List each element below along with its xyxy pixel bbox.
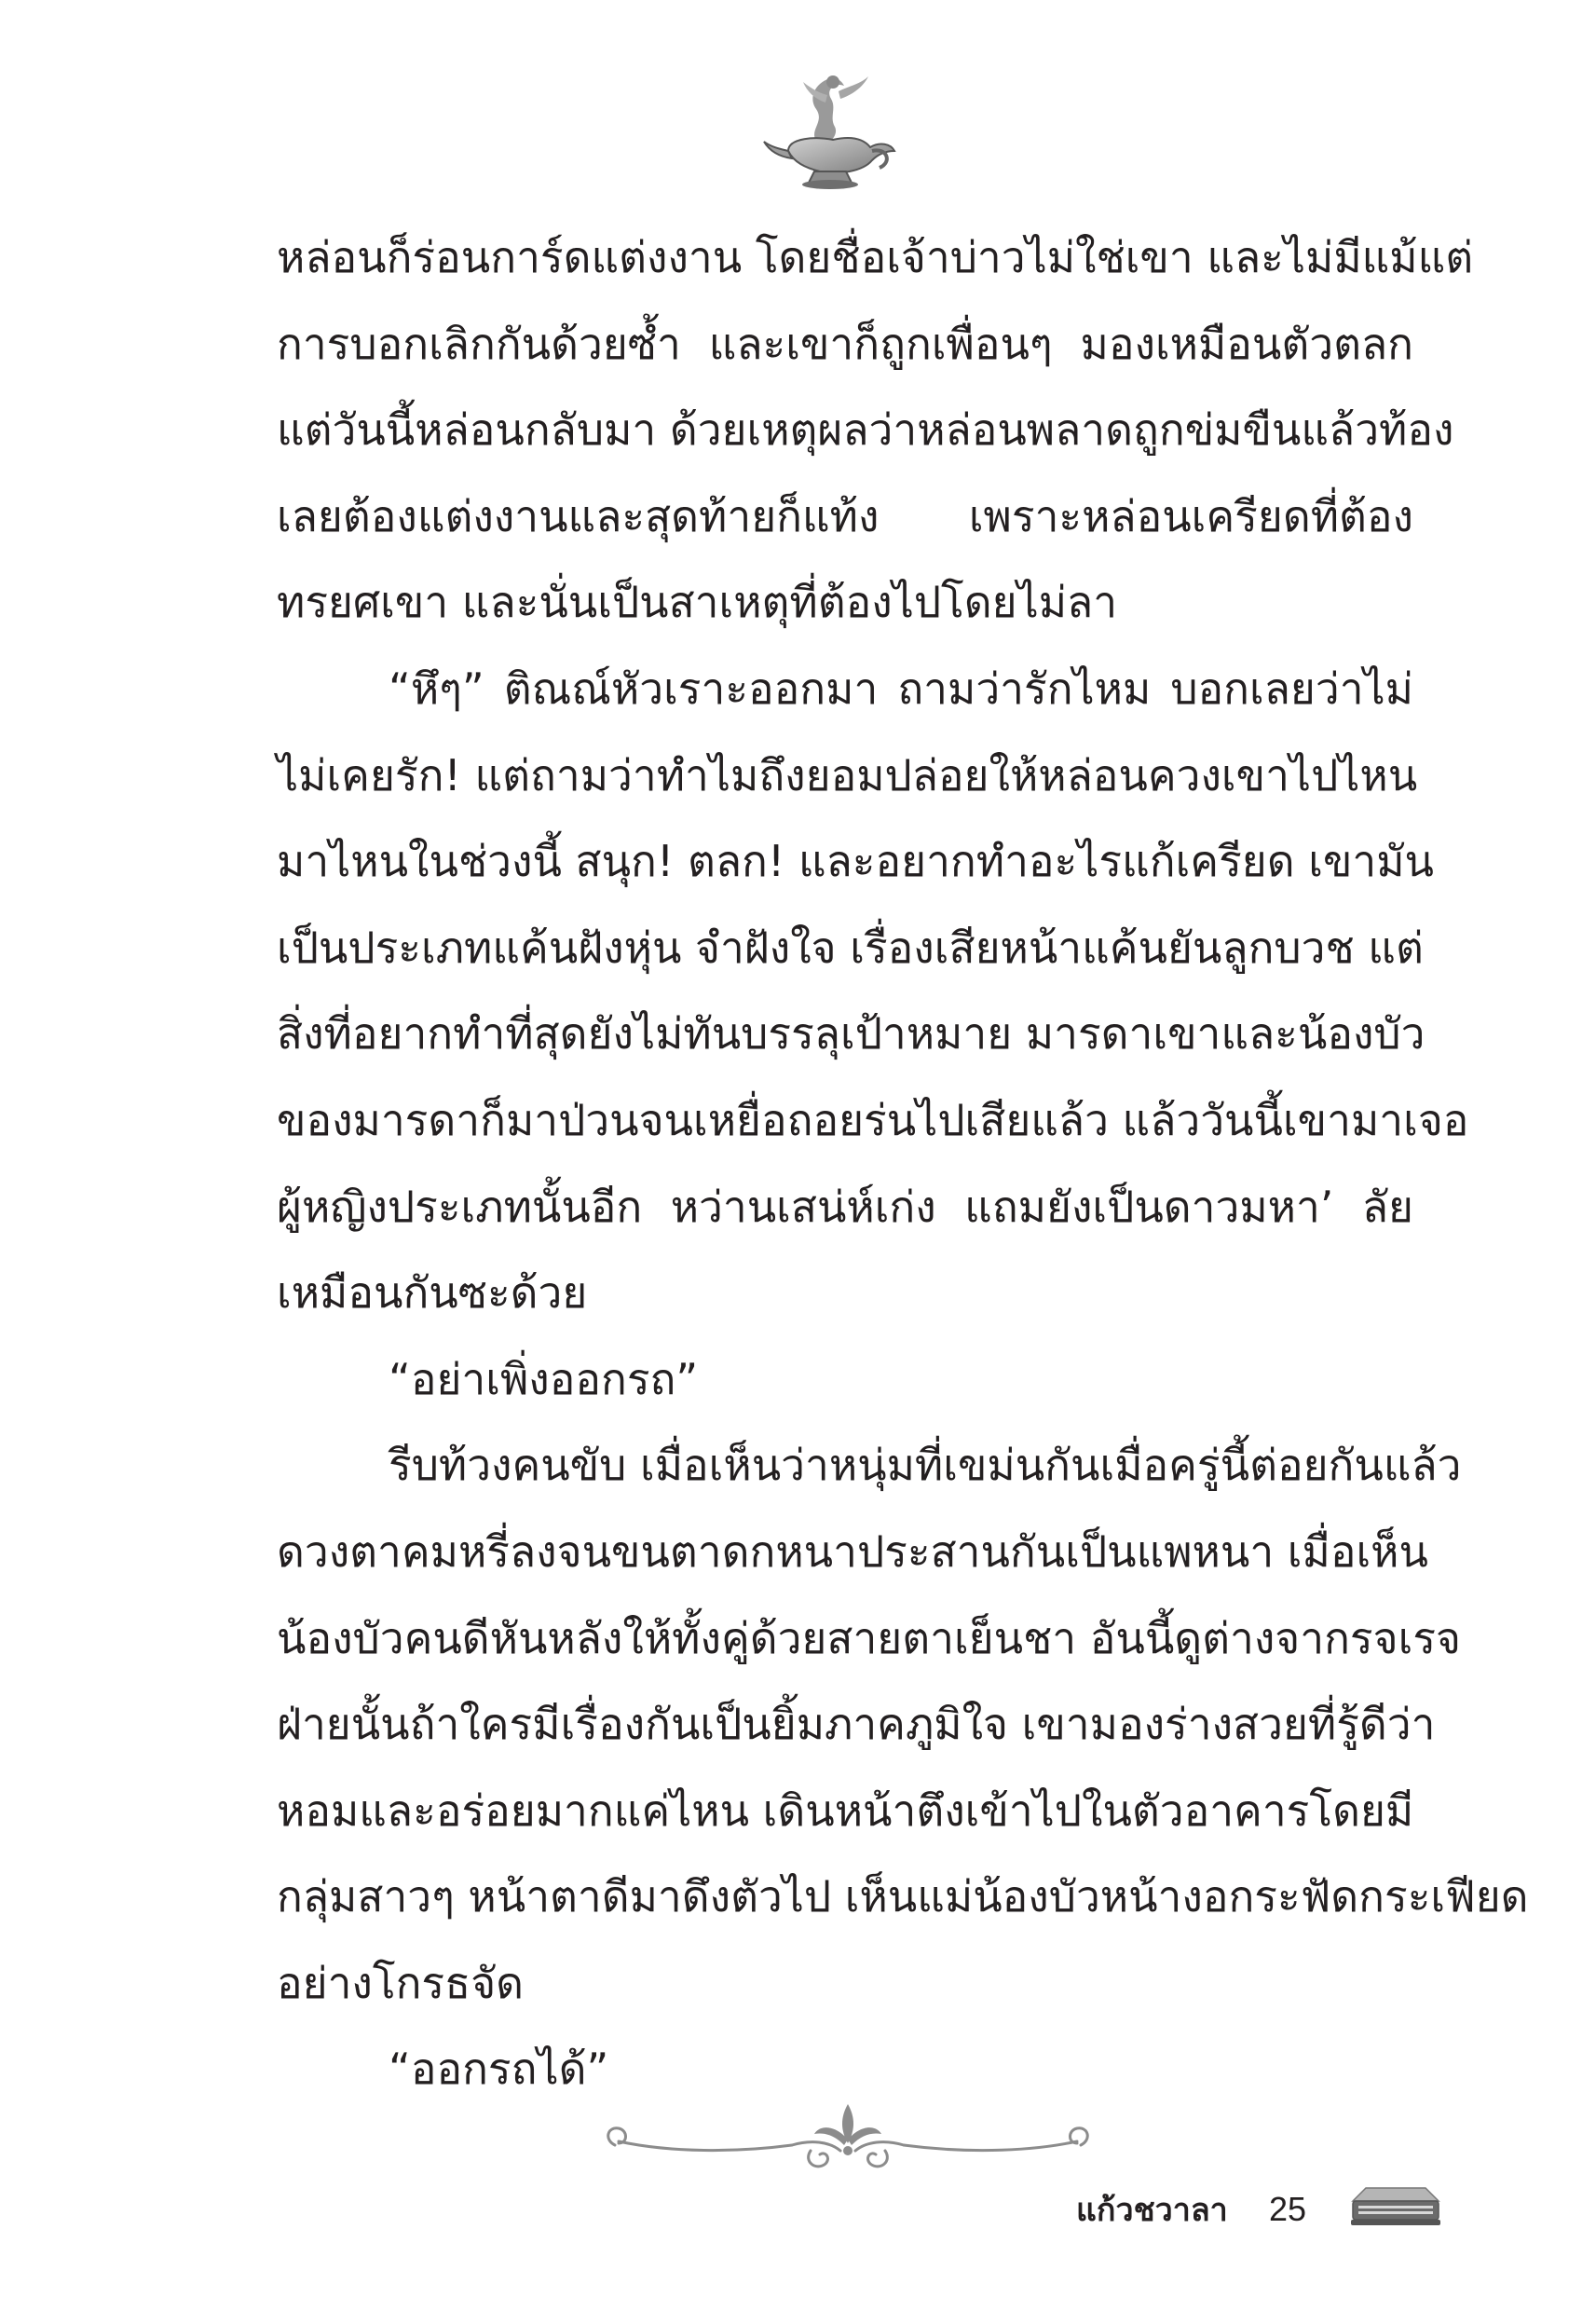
paragraph-line: น้องบัวคนดีหันหลังให้ทั้งคู่ด้วยสายตาเย็นชา อันนี้ดูต่างจากรจเรจ	[277, 1612, 1461, 1663]
paragraph-line: มาไหนในช่วงนี้ สนุก! ตลก! และอยากทำอะไรแก้เครียด เขามัน	[277, 836, 1434, 887]
paragraph-line: ของมารดาก็มาป่วนจนเหยื่อถอยร่นไปเสียแล้ว แล้ววันนี้เขามาเจอ	[277, 1094, 1469, 1145]
paragraph-line: สิ่งที่อยากทำที่สุดยังไม่ทันบรรลุเป้าหมาย มารดาเขาและน้องบัว	[277, 1008, 1425, 1060]
paragraph-line: ทรยศเขา และนั่นเป็นสาเหตุที่ต้องไปโดยไม่ลา	[277, 577, 1118, 628]
paragraph-line: กลุ่มสาวๆ หน้าตาดีมาดึงตัวไป เห็นแม่น้องบัวหน้างอกระฟัดกระเฟียด	[277, 1871, 1529, 1922]
paragraph-line: ฝ่ายนั้นถ้าใครมีเรื่องกันเป็นยิ้มภาคภูมิใจ เขามองร่างสวยที่รู้ดีว่า	[277, 1699, 1436, 1750]
paragraph-line: เลยต้องแต่งงานและสุดท้ายก็แท้ง เพราะหล่อนเครียดที่ต้อง	[277, 490, 1413, 541]
paragraph-line: ดวงตาคมหรี่ลงจนขนตาดกหนาประสานกันเป็นแพหนา เมื่อเห็น	[277, 1525, 1428, 1577]
paragraph-line: หล่อนก็ร่อนการ์ดแต่งงาน โดยชื่อเจ้าบ่าวไม่ใช่เขา และไม่มีแม้แต่	[277, 232, 1474, 282]
paragraph-line: ไม่เคยรัก! แต่ถามว่าทำไมถึงยอมปล่อยให้หล่อนควงเขาไปไหน	[277, 749, 1418, 800]
book-title: แก้วชวาลา	[1076, 2192, 1228, 2229]
dialogue-line: “อย่าเพิ่งออกรถ”	[389, 1353, 699, 1404]
paragraph-line: เป็นประเภทแค้นฝังหุ่น จำฝังใจ เรื่องเสียหน้าแค้นยันลูกบวช แต่	[277, 922, 1424, 973]
page-number: 25	[1269, 2190, 1307, 2228]
book-icon	[1349, 2179, 1442, 2235]
paragraph-line: รีบท้วงคนขับ เมื่อเห็นว่าหนุ่มที่เขม่นกันเมื่อครู่นี้ต่อยกันแล้ว	[389, 1440, 1462, 1491]
paragraph-line: อย่างโกรธจัด	[277, 1957, 525, 2008]
body-text	[277, 214, 1529, 2113]
lamp-with-genie-icon	[760, 58, 900, 198]
paragraph-line: หอมและอร่อยมากแค่ไหน เดินหน้าตึงเข้าไปในตัวอาคารโดยมี	[277, 1785, 1414, 1836]
paragraph-line: ผู้หญิงประเภทนั้นอีก หว่านเสน่ห์เก่ง แถมยังเป็นดาวมหา’ ลัย	[277, 1181, 1413, 1232]
dialogue-line: “ออกรถได้”	[389, 2044, 609, 2095]
paragraph-line: “หึๆ” ติณณ์หัวเราะออกมา ถามว่ารักไหม บอกเลยว่าไม่	[389, 663, 1413, 714]
scroll-divider-ornament-icon	[596, 2097, 1099, 2181]
paragraph-line: เหมือนกันซะด้วย	[277, 1267, 588, 1319]
paragraph-line: การบอกเลิกกันด้วยซ้ำ และเขาก็ถูกเพื่อนๆ มองเหมือนตัวตลก	[277, 318, 1413, 369]
paragraph-line: แต่วันนี้หล่อนกลับมา ด้วยเหตุผลว่าหล่อนพลาดถูกข่มขืนแล้วท้อง	[277, 404, 1454, 456]
